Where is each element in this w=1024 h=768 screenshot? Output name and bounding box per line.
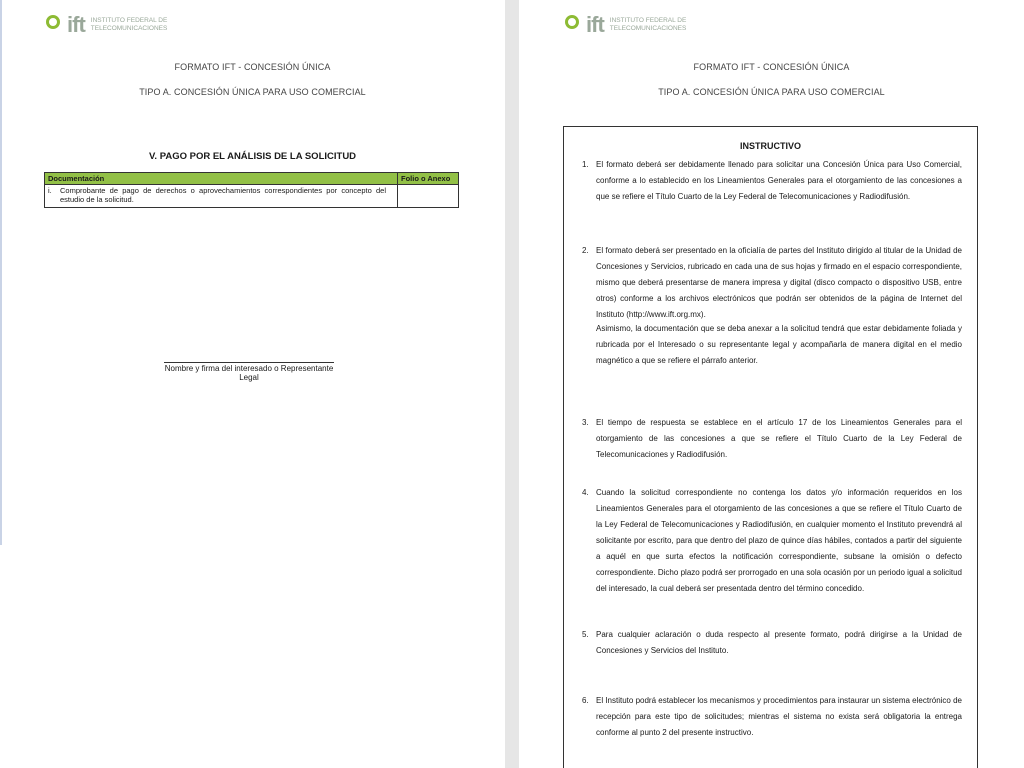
form-title: FORMATO IFT - CONCESIÓN ÚNICA [693, 62, 850, 72]
logo-word: ift [67, 12, 85, 37]
logo-subtitle-line2: TELECOMUNICACIONES [609, 25, 687, 32]
form-title: FORMATO IFT - CONCESIÓN ÚNICA [174, 62, 331, 72]
logo-word: ift [586, 12, 604, 37]
logo-ring-icon [46, 12, 66, 38]
instruction-number: 3. [582, 418, 589, 427]
instruction-text: El Instituto podrá establecer los mecanismos y procedimientos para instaurar un sistema electrónico de recepción para este tipo de solicitudes; mientras el sistema no exista será obligatoria la entrega conforme al punto 2 del presente instructivo. [596, 696, 962, 737]
table-cell-folio[interactable] [398, 185, 459, 208]
table-row [45, 185, 459, 208]
instruction-item-6 [582, 693, 962, 741]
ift-logo [565, 12, 686, 38]
instruction-text: El tiempo de respuesta se establece en el artículo 17 de los Lineamientos Generales para el otorgamiento de las concesiones a que se refiere el Título Cuarto de la Ley Federal de Telecomunicaciones y Radiodifusión. [596, 418, 962, 459]
logo-subtitle-line1: INSTITUTO FEDERAL DE [90, 17, 168, 24]
instruction-item-4 [582, 485, 962, 597]
document-page-left [0, 0, 505, 768]
logo-ring-icon [565, 12, 585, 38]
instruction-item-2-continued [582, 321, 962, 369]
instruction-number: 1. [582, 160, 589, 169]
instruction-item-3 [582, 415, 962, 463]
logo-subtitle [610, 17, 687, 33]
logo-subtitle-line2: TELECOMUNICACIONES [90, 25, 168, 32]
instruction-text: Asimismo, la documentación que se deba anexar a la solicitud tendrá que estar debidamente foliada y rubricada por el Interesado o su representante legal y acompañarla de manera digital en el medio magnético a que se refiere el párrafo anterior. [596, 324, 962, 365]
document-page-right [519, 0, 1024, 768]
instruction-item-2 [582, 243, 962, 323]
logo-subtitle-line1: INSTITUTO FEDERAL DE [609, 17, 687, 24]
instruction-item-1 [582, 157, 962, 205]
section-title: V. PAGO POR EL ANÁLISIS DE LA SOLICITUD [148, 151, 357, 162]
instruction-number: 6. [582, 696, 589, 705]
page-gutter [505, 0, 519, 768]
instruction-text: El formato deberá ser presentado en la oficialía de partes del Instituto dirigido al titular de la Unidad de Concesiones y Servicios, rubricado en cada una de sus hojas y firmado en el espacio correspondiente, mismo que deberá presentarse de manera impresa y digital (disco compacto o dispositivo USB, entre otros) conforme a los archivos electrónicos que podrán ser obtenidos de la página de Internet del Instituto (http://www.ift.org.mx). [596, 246, 962, 319]
signature-line [164, 362, 334, 363]
row-text: Comprobante de pago de derechos o aprovechamientos correspondientes por concepto del estudio de la solicitud. [60, 186, 386, 204]
page-edge-line [0, 0, 2, 545]
ift-logo [46, 12, 167, 38]
instruction-number: 5. [582, 630, 589, 639]
form-subtitle: TIPO A. CONCESIÓN ÚNICA PARA USO COMERCIAL [139, 87, 366, 97]
table-header-row [45, 173, 459, 185]
instruction-number: 4. [582, 488, 589, 497]
column-header-documentacion: Documentación [45, 173, 398, 185]
instructions-box [563, 126, 978, 768]
table-cell-documentacion [45, 185, 398, 208]
form-subtitle: TIPO A. CONCESIÓN ÚNICA PARA USO COMERCIAL [658, 87, 885, 97]
instruction-text: Para cualquier aclaración o duda respecto al presente formato, podrá dirigirse a la Unidad de Concesiones y Servicios del Instituto. [596, 630, 962, 655]
documentation-table [44, 172, 459, 208]
instruction-number: 2. [582, 246, 589, 255]
instruction-text: Cuando la solicitud correspondiente no contenga los datos y/o información requeridos en los Lineamientos Generales para el otorgamiento de las concesiones a que se refiere el Título Cuarto de la Ley Federal de Telecomunicaciones y Radiodifusión, en cualquier momento el Instituto prevendrá al solicitante por escrito, para que dentro del plazo de quince días hábiles, contados a partir del siguiente a aquél en que surta efectos la notificación correspondiente, subsane la omisión o defecto correspondiente. Dicho plazo podrá ser prorrogado en una sola ocasión por un periodo igual a solicitud del interesado, la cual deberá ser presentada dentro del término concedido. [596, 488, 962, 593]
instruction-item-5 [582, 627, 962, 659]
instruction-text: El formato deberá ser debidamente llenado para solicitar una Concesión Única para Uso Comercial, conforme a lo establecido en los Lineamientos Generales para el otorgamiento de las concesiones a que se refiere el Título Cuarto de la Ley Federal de Telecomunicaciones y Radiodifusión. [596, 160, 962, 201]
row-number: i. [48, 186, 52, 195]
instructions-title: INSTRUCTIVO [739, 141, 801, 151]
logo-subtitle [91, 17, 168, 33]
column-header-folio: Folio o Anexo [398, 173, 459, 185]
signature-label: Nombre y firma del interesado o Representante Legal [164, 364, 334, 382]
